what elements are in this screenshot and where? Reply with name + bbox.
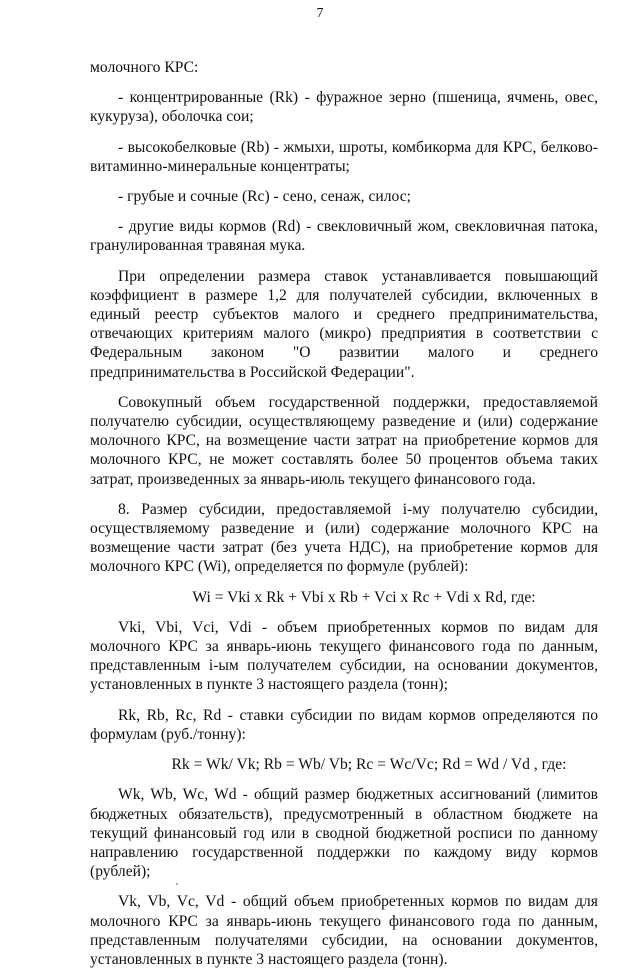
list-item-roughage: - грубые и сочные (Rc) - сено, сенаж, силос; — [118, 188, 411, 206]
paragraph-vki-definition: Vki, Vbi, Vci, Vdi - объем приобретенных кормов по видам для молочного КРС за январь-июнь текущего финансового года по данным, представленным i-ым получателем субсидии, на основании документов, установленных в пункте 3 настоящего раздела (тонн); — [90, 618, 598, 694]
list-item-concentrated: - концентрированные (Rk) - фуражное зерно (пшеница, ячмень, овес, кукуруза), оболочка сои; — [90, 89, 598, 126]
paragraph-coefficient: При определении размера ставок устанавливается повышающий коэффициент в размере 1,2 для получателей субсидии, включенных в единый реестр субъектов малого и среднего предпринимательства, отвечающих критериям малого (микро) предприятия в соответствии с Федеральным законом "О развитии малого и среднего предпринимательства в Российской Федерации". — [90, 267, 598, 381]
document-body — [90, 58, 598, 980]
formula-wi: Wi = Vki x Rk + Vbi x Rb + Vci x Rc + Vdi x Rd, где: — [192, 588, 536, 606]
paragraph-rates-definition: Rk, Rb, Rc, Rd - ставки субсидии по видам кормов определяются по формулам (руб./тонну): — [90, 706, 598, 743]
paragraph-section-8: 8. Размер субсидии, предоставляемой i-му получателю субсидии, осуществляемому разведение и (или) содержание молочного КРС на возмещение части затрат (без учета НДС), на приобретение кормов для молочного КРС (Wi), определяется по формуле (рублей): — [90, 500, 598, 576]
paragraph-wk-definition: Wk, Wb, Wc, Wd - общий размер бюджетных ассигнований (лимитов бюджетных обязательств), предусмотренный в областном бюджете на текущий финансовый год или в сводной бюджетной росписи по данному направлению государственной поддержки по каждому виду кормов (рублей); — [90, 786, 598, 881]
page-number: 7 — [316, 6, 324, 21]
paragraph-intro: молочного КРС: — [90, 59, 199, 76]
list-item-high-protein: - высокобелковые (Rb) - жмыхи, шроты, комбикорма для КРС, белково-витаминно-минеральные концентраты; — [90, 138, 598, 175]
paragraph-total-support: Совокупный объем государственной поддержки, предоставляемой получателю субсидии, осуществляющему разведение и (или) содержание молочного КРС, на возмещение части затрат на приобретение кормов для молочного КРС, не может составлять более 50 процентов объема таких затрат, произведенных за январь-июль текущего финансового года. — [90, 393, 598, 488]
list-item-other-feed: - другие виды кормов (Rd) - свекловичный жом, свекловичная патока, гранулированная травяная мука. — [90, 218, 598, 255]
paragraph-vk-definition: Vk, Vb, Vc, Vd - общий объем приобретенных кормов по видам для молочного КРС за январь-июнь текущего финансового года по данным, представленным получателями субсидии, на основании документов, установленных в пункте 3 настоящего раздела (тонн). — [90, 893, 598, 968]
formula-rates: Rk = Wk/ Vk; Rb = Wb/ Vb; Rc = Wc/Vc; Rd = Wd / Vd , где: — [171, 756, 567, 774]
scan-speck — [176, 883, 178, 885]
